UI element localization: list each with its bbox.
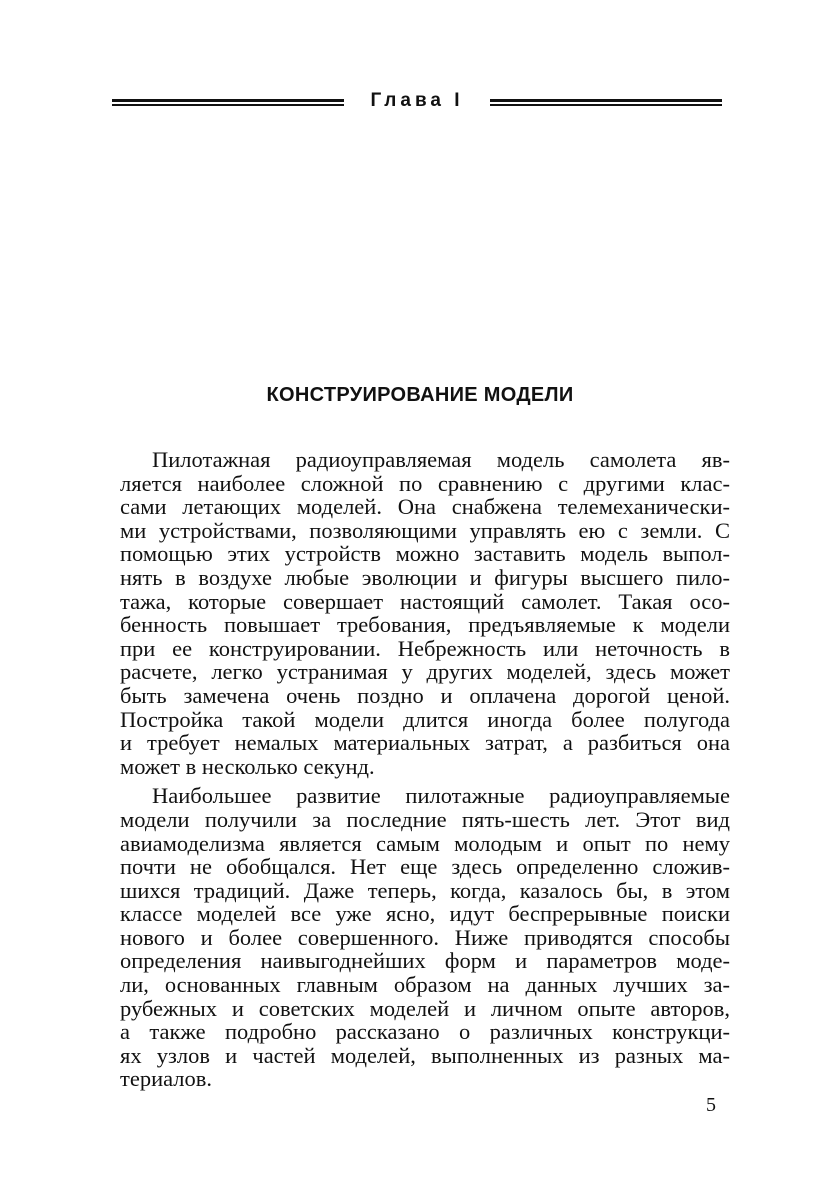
text-line: почти не обобщался. Нет еще здесь определенно сложив- xyxy=(120,854,730,880)
text-line: бенность повышает требования, предъявляемые к модели xyxy=(120,612,730,638)
text-line: а также подробно рассказано о различных конструкци- xyxy=(120,1019,730,1045)
text-line: авиамоделизма является самым молодым и опыт по нему xyxy=(120,830,730,856)
text-line: ях узлов и частей моделей, выполненных из разных ма- xyxy=(120,1042,730,1068)
text-line: помощью этих устройств можно заставить модель выпол- xyxy=(120,541,730,567)
paragraph-2 xyxy=(120,784,730,1091)
text-line: рубежных и советских моделей и личном опыте авторов, xyxy=(120,995,730,1021)
text-line: нять в воздухе любые эволюции и фигуры высшего пило- xyxy=(120,564,730,590)
text-line: Пилотажная радиоуправляемая модель самолета яв- xyxy=(152,447,730,472)
body-text xyxy=(120,448,730,1091)
text-line: нового и более совершенного. Ниже приводятся способы xyxy=(120,924,730,950)
text-line: сами летающих моделей. Она снабжена телемеханически- xyxy=(120,494,730,520)
text-line: шихся традиций. Даже теперь, когда, казалось бы, в этом xyxy=(120,877,730,903)
header-rule-left xyxy=(112,99,344,106)
text-line: ли, основанных главным образом на данных лучших за- xyxy=(120,972,730,998)
text-line: ляется наиболее сложной по сравнению с другими клас- xyxy=(120,470,730,496)
chapter-label: Глава I xyxy=(370,90,464,111)
text-line: и требует немалых материальных затрат, а разбиться она xyxy=(120,730,730,756)
text-line: при ее конструировании. Небрежность или неточность в xyxy=(120,635,730,661)
text-line: териалов. xyxy=(120,1066,213,1092)
text-line: быть замечена очень поздно и оплачена дорогой ценой. xyxy=(120,682,730,708)
text-line: классе моделей все уже ясно, идут беспрерывные поиски xyxy=(120,901,730,927)
text-line: определения наивыгоднейших форм и параметров моде- xyxy=(120,948,730,974)
text-line: Постройка такой модели длится иногда более полугода xyxy=(120,706,730,732)
text-line: может в несколько секунд. xyxy=(120,753,375,779)
section-title: КОНСТРУИРОВАНИЕ МОДЕЛИ xyxy=(266,384,574,406)
text-line: Наибольшее развитие пилотажные радиоуправляемые xyxy=(152,783,730,809)
text-line: расчете, легко устранимая у других моделей, здесь может xyxy=(120,659,730,685)
text-line: ми устройствами, позволяющими управлять ею с земли. С xyxy=(120,517,730,543)
page-number: 5 xyxy=(706,1094,716,1116)
text-line: тажа, которые совершает настоящий самолет. Такая осо- xyxy=(120,588,730,614)
paragraph-1 xyxy=(120,448,730,778)
chapter-header xyxy=(112,88,722,114)
header-rule-right xyxy=(490,99,722,106)
text-line: модели получили за последние пять-шесть лет. Этот вид xyxy=(120,806,730,832)
